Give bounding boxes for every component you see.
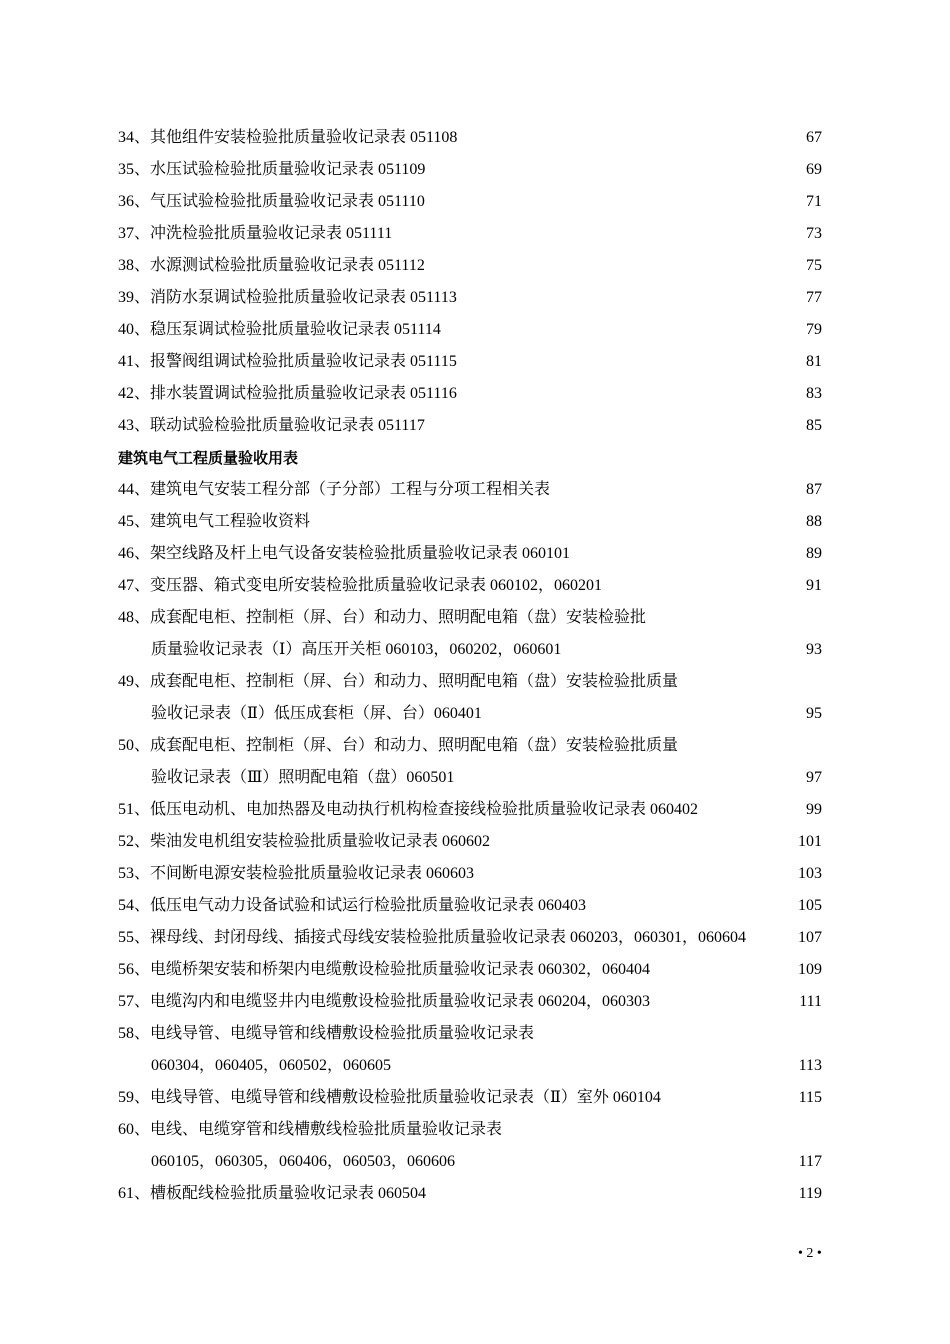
toc-entry[interactable]	[118, 1114, 822, 1146]
toc-entry[interactable]	[118, 378, 822, 410]
toc-entry-title: 45、建筑电气工程验收资料	[118, 513, 311, 530]
toc-entry-page-number: 101	[798, 833, 822, 850]
table-of-contents	[118, 122, 822, 1210]
toc-entry-page-number: 113	[798, 1057, 822, 1074]
toc-entry[interactable]	[118, 602, 822, 634]
toc-entry[interactable]	[118, 698, 822, 730]
toc-entry-page-number: 88	[806, 513, 822, 530]
toc-entry-page-number: 75	[806, 257, 822, 274]
toc-entry-title: 43、联动试验检验批质量验收记录表 051117	[118, 417, 425, 434]
toc-entry-page-number: 109	[798, 961, 822, 978]
toc-entry[interactable]	[118, 474, 822, 506]
toc-entry-page-number: 105	[798, 897, 822, 914]
toc-entry-page-number: 91	[806, 577, 822, 594]
toc-entry[interactable]	[118, 954, 822, 986]
toc-entry-title: 38、水源测试检验批质量验收记录表 051112	[118, 257, 425, 274]
toc-entry[interactable]	[118, 858, 822, 890]
toc-entry-title: 060304，060405，060502，060605	[151, 1057, 392, 1074]
toc-entry-page-number: 87	[806, 481, 822, 498]
toc-entry-title: 60、电线、电缆穿管和线槽敷线检验批质量验收记录表	[118, 1121, 503, 1138]
toc-entry-page-number: 85	[806, 417, 822, 434]
toc-entry-title: 56、电缆桥架安装和桥架内电缆敷设检验批质量验收记录表 060302，060404	[118, 961, 651, 978]
toc-entry-title: 验收记录表（Ⅱ）低压成套柜（屏、台）060401	[151, 705, 482, 722]
toc-entry[interactable]	[118, 1082, 822, 1114]
toc-entry-title: 55、裸母线、封闭母线、插接式母线安装检验批质量验收记录表 060203，060301，060604	[118, 929, 747, 946]
toc-entry[interactable]	[118, 794, 822, 826]
toc-entry-title: 54、低压电气动力设备试验和试运行检验批质量验收记录表 060403	[118, 897, 587, 914]
toc-entry-title: 37、冲洗检验批质量验收记录表 051111	[118, 225, 393, 242]
toc-entry-page-number: 71	[806, 193, 822, 210]
toc-entry[interactable]	[118, 218, 822, 250]
toc-entry-title: 49、成套配电柜、控制柜（屏、台）和动力、照明配电箱（盘）安装检验批质量	[118, 673, 679, 690]
toc-entry[interactable]	[118, 762, 822, 794]
toc-entry[interactable]	[118, 122, 822, 154]
toc-entry-title: 36、气压试验检验批质量验收记录表 051110	[118, 193, 425, 210]
toc-entry-page-number: 95	[806, 705, 822, 722]
toc-entry-title: 61、槽板配线检验批质量验收记录表 060504	[118, 1185, 427, 1202]
toc-entry-page-number: 73	[806, 225, 822, 242]
toc-entry-page-number: 103	[798, 865, 822, 882]
toc-entry-title: 34、其他组件安装检验批质量验收记录表 051108	[118, 129, 458, 146]
toc-entry-page-number: 89	[806, 545, 822, 562]
section-heading	[118, 442, 822, 474]
toc-entry-page-number: 79	[806, 321, 822, 338]
toc-entry[interactable]	[118, 1050, 822, 1082]
toc-entry-title: 48、成套配电柜、控制柜（屏、台）和动力、照明配电箱（盘）安装检验批	[118, 609, 647, 626]
toc-entry-page-number: 99	[806, 801, 822, 818]
toc-entry-title: 57、电缆沟内和电缆竖井内电缆敷设检验批质量验收记录表 060204，060303	[118, 993, 651, 1010]
toc-entry-title: 42、排水装置调试检验批质量验收记录表 051116	[118, 385, 457, 402]
toc-entry-page-number: 115	[798, 1089, 822, 1106]
toc-entry[interactable]	[118, 922, 822, 954]
toc-entry-title: 46、架空线路及杆上电气设备安装检验批质量验收记录表 060101	[118, 545, 571, 562]
section-heading-label: 建筑电气工程质量验收用表	[118, 449, 299, 467]
toc-entry-title: 060105，060305，060406，060503，060606	[151, 1153, 456, 1170]
toc-entry[interactable]	[118, 1018, 822, 1050]
toc-entry-page-number: 77	[806, 289, 822, 306]
toc-entry-title: 58、电线导管、电缆导管和线槽敷设检验批质量验收记录表	[118, 1025, 535, 1042]
toc-entry-title: 44、建筑电气安装工程分部（子分部）工程与分项工程相关表	[118, 481, 551, 498]
toc-entry[interactable]	[118, 154, 822, 186]
toc-entry-title: 53、不间断电源安装检验批质量验收记录表 060603	[118, 865, 475, 882]
toc-entry[interactable]	[118, 1178, 822, 1210]
toc-entry-page-number: 97	[806, 769, 822, 786]
toc-entry-title: 40、稳压泵调试检验批质量验收记录表 051114	[118, 321, 441, 338]
toc-entry-title: 39、消防水泵调试检验批质量验收记录表 051113	[118, 289, 457, 306]
toc-entry-title: 59、电线导管、电缆导管和线槽敷设检验批质量验收记录表（Ⅱ）室外 060104	[118, 1089, 661, 1106]
toc-entry-title: 验收记录表（Ⅲ）照明配电箱（盘）060501	[151, 769, 455, 786]
toc-entry-page-number: 69	[806, 161, 822, 178]
toc-entry-title: 51、低压电动机、电加热器及电动执行机构检查接线检验批质量验收记录表 060402	[118, 801, 699, 818]
toc-entry[interactable]	[118, 570, 822, 602]
toc-entry[interactable]	[118, 410, 822, 442]
toc-entry[interactable]	[118, 506, 822, 538]
toc-entry[interactable]	[118, 986, 822, 1018]
toc-entry-page-number: 81	[806, 353, 822, 370]
toc-entry[interactable]	[118, 666, 822, 698]
toc-entry-page-number: 93	[806, 641, 822, 658]
toc-entry-page-number: 107	[798, 929, 822, 946]
toc-entry-page-number: 119	[798, 1185, 822, 1202]
toc-entry-title: 47、变压器、箱式变电所安装检验批质量验收记录表 060102，060201	[118, 577, 603, 594]
toc-entry[interactable]	[118, 538, 822, 570]
toc-entry[interactable]	[118, 314, 822, 346]
toc-entry-title: 52、柴油发电机组安装检验批质量验收记录表 060602	[118, 833, 491, 850]
toc-entry[interactable]	[118, 186, 822, 218]
toc-entry-title: 41、报警阀组调试检验批质量验收记录表 051115	[118, 353, 457, 370]
toc-entry-page-number: 83	[806, 385, 822, 402]
toc-entry[interactable]	[118, 346, 822, 378]
toc-entry[interactable]	[118, 250, 822, 282]
toc-entry-title: 质量验收记录表（Ⅰ）高压开关柜 060103，060202，060601	[151, 641, 562, 658]
toc-entry[interactable]	[118, 730, 822, 762]
toc-entry-page-number: 117	[798, 1153, 822, 1170]
page-number: • 2 •	[798, 1246, 822, 1261]
toc-entry-title: 50、成套配电柜、控制柜（屏、台）和动力、照明配电箱（盘）安装检验批质量	[118, 737, 679, 754]
toc-entry[interactable]	[118, 826, 822, 858]
toc-entry[interactable]	[118, 890, 822, 922]
toc-entry-page-number: 67	[806, 129, 822, 146]
toc-entry-title: 35、水压试验检验批质量验收记录表 051109	[118, 161, 426, 178]
toc-entry-page-number: 111	[799, 993, 822, 1010]
toc-entry[interactable]	[118, 1146, 822, 1178]
toc-entry[interactable]	[118, 634, 822, 666]
toc-entry[interactable]	[118, 282, 822, 314]
